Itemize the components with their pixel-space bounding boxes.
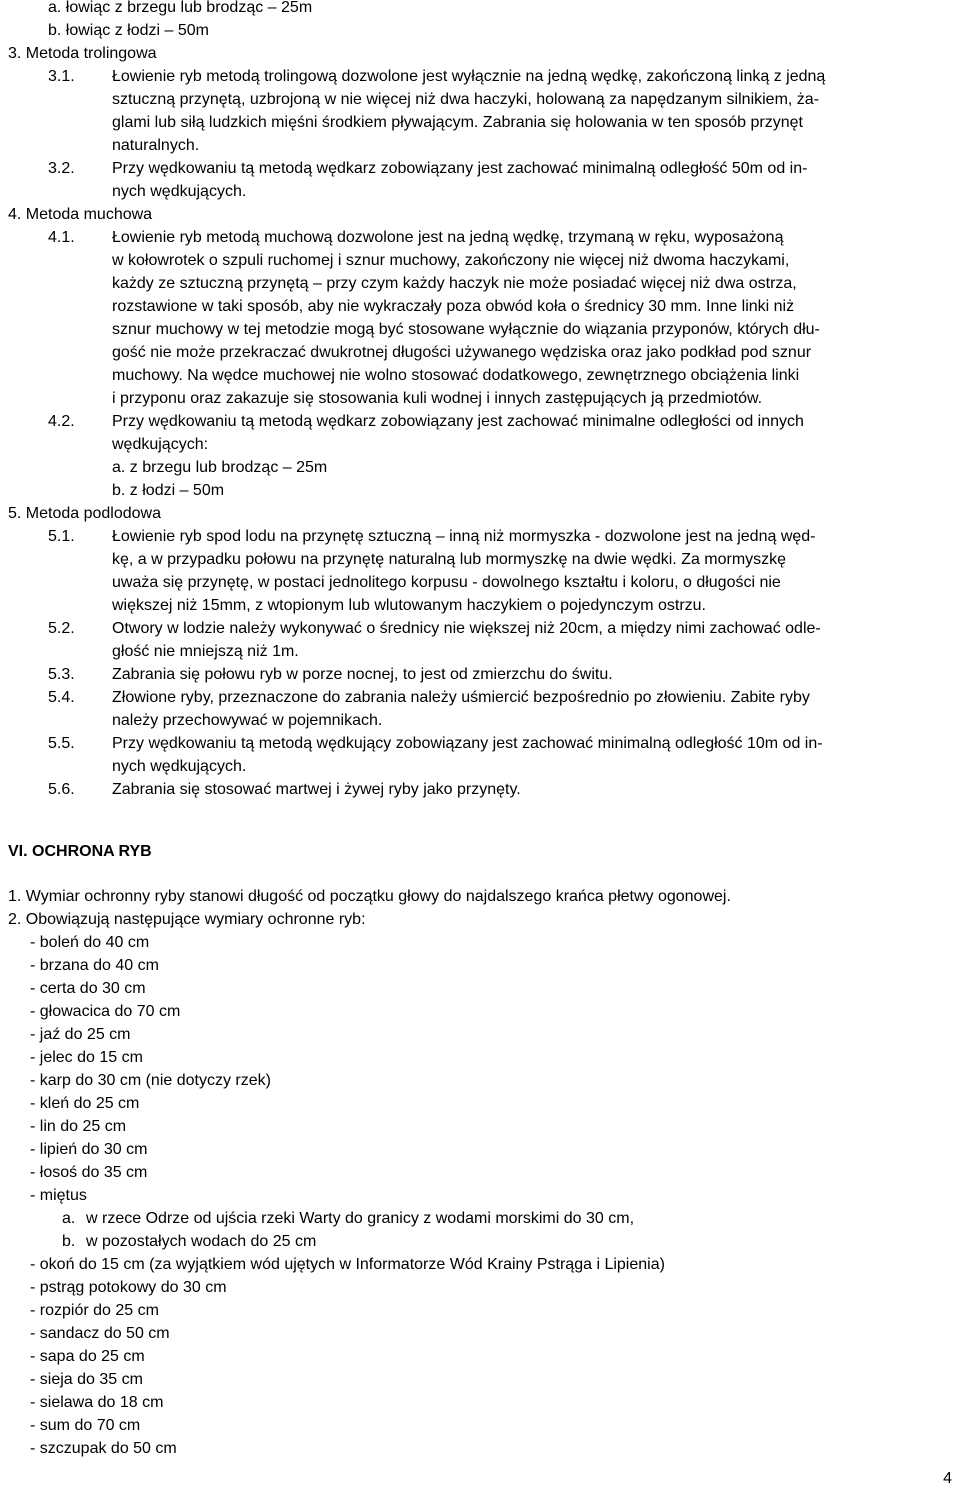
- paragraph-5-4-text: należy przechowywać w pojemnikach.: [112, 712, 383, 729]
- paragraph-5-6-number: 5.6.: [48, 781, 75, 798]
- fish-size-item: - karp do 30 cm (nie dotyczy rzek): [30, 1072, 271, 1089]
- section-heading: 5. Metoda podlodowa: [8, 505, 161, 522]
- paragraph-4-2-text: wędkujących:: [112, 436, 209, 453]
- paragraph-4-1-text: muchowy. Na wędce muchowej nie wolno stosować dodatkowego, zewnętrznego obciążenia linki: [112, 367, 800, 384]
- paragraph-4-1-text: i przyponu oraz zakazuje się stosowania kuli wodnej i innych zastępujących ją przedmiotów.: [112, 390, 763, 407]
- paragraph-5-1-text: uważa się przynętę, w postaci jednolitego korpusu - dowolnego kształtu i koloru, o długości nie: [112, 574, 781, 591]
- paragraph-4-1-line: [48, 272, 960, 295]
- paragraph-3-1-number: 3.1.: [48, 68, 75, 85]
- list-item: b. łowiąc z łodzi – 50m: [48, 22, 209, 39]
- fish-size-item: - sandacz do 50 cm: [30, 1325, 170, 1342]
- paragraph-3-2-line: [48, 180, 960, 203]
- fish-size-item: - głowacica do 70 cm: [30, 1003, 181, 1020]
- paragraph-4-1-line: [48, 341, 960, 364]
- fish-size-item: - sum do 70 cm: [30, 1417, 141, 1434]
- paragraph-4-1-text: gość nie może przekraczać dwukrotnej długości używanego wędziska oraz jako podkład pod sznur: [112, 344, 812, 361]
- paragraph-4-1-text: w kołowrotek o szpuli ruchomej i sznur muchowy, zakończony nie więcej niż dwoma haczykami,: [112, 252, 790, 269]
- paragraph-5-3-text: Zabrania się połowu ryb w porze nocnej, to jest od zmierzchu do świtu.: [112, 666, 613, 683]
- paragraph-5-5-text: Przy wędkowaniu tą metodą wędkujący zobowiązany jest zachować minimalną odległość 10m od in-: [112, 735, 823, 752]
- paragraph-5-1-number: 5.1.: [48, 528, 75, 545]
- paragraph-5-4-number: 5.4.: [48, 689, 75, 706]
- paragraph-4-1-line: [48, 295, 960, 318]
- paragraph-5-1-text: kę, a w przypadku połowu na przynętę naturalną lub mormyszkę na dwie wędki. Za mormyszkę: [112, 551, 787, 568]
- paragraph-5-5-text: nych wędkujących.: [112, 758, 247, 775]
- paragraph-5-2-text: głość nie mniejszą niż 1m.: [112, 643, 299, 660]
- paragraph-5-4-line: [48, 686, 960, 709]
- paragraph-5-4-line: [48, 709, 960, 732]
- paragraph-3-1-text: glami lub siłą ludzkich mięśni środkiem pływającym. Zabrania się holowania w ten sposób przynęt: [112, 114, 803, 131]
- paragraph-5-5-number: 5.5.: [48, 735, 75, 752]
- paragraph-4-2-line: [48, 410, 960, 433]
- fish-size-item: - sielawa do 18 cm: [30, 1394, 164, 1411]
- fish-size-item: - szczupak do 50 cm: [30, 1440, 177, 1457]
- paragraph-4-2-text: Przy wędkowaniu tą metodą wędkarz zobowiązany jest zachować minimalne odległości od innych: [112, 413, 804, 430]
- paragraph-5-1-text: Łowienie ryb spod lodu na przynętę sztuczną – inną niż mormyszka - dozwolone jest na jedną węd-: [112, 528, 816, 545]
- paragraph-3-2-number: 3.2.: [48, 160, 75, 177]
- paragraph-5-6-line: [48, 778, 960, 801]
- paragraph-5-2-line: [48, 640, 960, 663]
- paragraph-3-1-text: sztuczną przynętą, uzbrojoną w nie więcej niż dwa haczyki, holowaną za napędzanym silnikiem, ża-: [112, 91, 820, 108]
- paragraph-5-2-number: 5.2.: [48, 620, 75, 637]
- paragraph-5-1-text: większej niż 15mm, z wtopionym lub wlutowanym haczykiem o pojedynczym ostrzu.: [112, 597, 706, 614]
- paragraph-3-1-line: [48, 134, 960, 157]
- paragraph-5-3-line: [48, 663, 960, 686]
- list-item: a. łowiąc z brzegu lub brodząc – 25m: [48, 0, 313, 16]
- subitem-text: w pozostałych wodach do 25 cm: [86, 1233, 317, 1250]
- fish-size-item: - certa do 30 cm: [30, 980, 146, 997]
- paragraph-5-4-text: Złowione ryby, przeznaczone do zabrania należy uśmiercić bezpośrednio po złowieniu. Zabite ryby: [112, 689, 810, 706]
- fish-size-item: - sieja do 35 cm: [30, 1371, 143, 1388]
- paragraph-3-1-line: [48, 65, 960, 88]
- fish-size-item: - boleń do 40 cm: [30, 934, 150, 951]
- paragraph-3-2-text: Przy wędkowaniu tą metodą wędkarz zobowiązany jest zachować minimalną odległość 50m od in-: [112, 160, 808, 177]
- paragraph-3-2-text: nych wędkujących.: [112, 183, 247, 200]
- fish-size-item: - łosoś do 35 cm: [30, 1164, 148, 1181]
- paragraph-5-3-number: 5.3.: [48, 666, 75, 683]
- fish-subitem: [62, 1207, 960, 1230]
- subitem-letter: a.: [62, 1210, 76, 1227]
- paragraph-4-1-line: [48, 249, 960, 272]
- fish-size-item: - jaź do 25 cm: [30, 1026, 131, 1043]
- paragraph-5-1-line: [48, 594, 960, 617]
- paragraph-4-1-line: [48, 387, 960, 410]
- fish-size-item: - pstrąg potokowy do 30 cm: [30, 1279, 227, 1296]
- list-item: a. z brzegu lub brodząc – 25m: [112, 459, 328, 476]
- paragraph-4-2-line: [48, 433, 960, 456]
- paragraph-3-1-text: naturalnych.: [112, 137, 200, 154]
- paragraph-2: 2. Obowiązują następujące wymiary ochronne ryb:: [8, 911, 366, 928]
- fish-subitem: [62, 1230, 960, 1253]
- paragraph-5-1-line: [48, 525, 960, 548]
- list-item: 3. Metoda trolingowa: [8, 45, 157, 62]
- section-title: VI. OCHRONA RYB: [8, 843, 152, 860]
- paragraph-5-2-text: Otwory w lodzie należy wykonywać o średnicy nie większej niż 20cm, a między nimi zachować odle-: [112, 620, 821, 637]
- subitem-letter: b.: [62, 1233, 76, 1250]
- paragraph-5-1-line: [48, 571, 960, 594]
- fish-size-item: - okoń do 15 cm (za wyjątkiem wód ujętych w Informatorze Wód Krainy Pstrąga i Lipienia): [30, 1256, 665, 1273]
- paragraph-4-1-text: sznur muchowy w tej metodzie mogą być stosowane wyłącznie do wiązania przyponów, których dłu-: [112, 321, 820, 338]
- paragraph-4-1-line: [48, 226, 960, 249]
- paragraph-3-1-text: Łowienie ryb metodą trolingową dozwolone jest wyłącznie na jedną wędkę, zakończoną linką z jedną: [112, 68, 826, 85]
- fish-size-item: - miętus: [30, 1187, 87, 1204]
- fish-size-item: - jelec do 15 cm: [30, 1049, 143, 1066]
- paragraph-4-1-text: każdy ze sztuczną przynętą – przy czym każdy haczyk nie może posiadać więcej niż dwa ostrza,: [112, 275, 797, 292]
- paragraph-3-2-line: [48, 157, 960, 180]
- paragraph-5-6-text: Zabrania się stosować martwej i żywej ryby jako przynęty.: [112, 781, 521, 798]
- paragraph-5-5-line: [48, 755, 960, 778]
- fish-size-item: - rozpiór do 25 cm: [30, 1302, 159, 1319]
- paragraph-5-2-line: [48, 617, 960, 640]
- paragraph-4-2-number: 4.2.: [48, 413, 75, 430]
- fish-size-item: - kleń do 25 cm: [30, 1095, 140, 1112]
- page-number: 4: [943, 1470, 952, 1487]
- fish-size-item: - brzana do 40 cm: [30, 957, 159, 974]
- paragraph-4-1-text: rozstawione w taki sposób, aby nie wykraczały poza obwód koła o średnicy 30 mm. Inne linki niż: [112, 298, 795, 315]
- paragraph-4-1-line: [48, 318, 960, 341]
- paragraph-3-1-line: [48, 111, 960, 134]
- paragraph-4-1-text: Łowienie ryb metodą muchową dozwolone jest na jedną wędkę, trzymaną w ręku, wyposażoną: [112, 229, 784, 246]
- paragraph-5-1-line: [48, 548, 960, 571]
- section-heading: 4. Metoda muchowa: [8, 206, 153, 223]
- paragraph-3-1-line: [48, 88, 960, 111]
- paragraph-4-1-line: [48, 364, 960, 387]
- fish-size-item: - sapa do 25 cm: [30, 1348, 145, 1365]
- paragraph-1: 1. Wymiar ochronny ryby stanowi długość od początku głowy do najdalszego krańca płetwy ogonowej.: [8, 888, 731, 905]
- subitem-text: w rzece Odrze od ujścia rzeki Warty do granicy z wodami morskimi do 30 cm,: [86, 1210, 635, 1227]
- paragraph-4-1-number: 4.1.: [48, 229, 75, 246]
- fish-size-item: - lin do 25 cm: [30, 1118, 127, 1135]
- paragraph-5-5-line: [48, 732, 960, 755]
- list-item: b. z łodzi – 50m: [112, 482, 225, 499]
- fish-size-item: - lipień do 30 cm: [30, 1141, 148, 1158]
